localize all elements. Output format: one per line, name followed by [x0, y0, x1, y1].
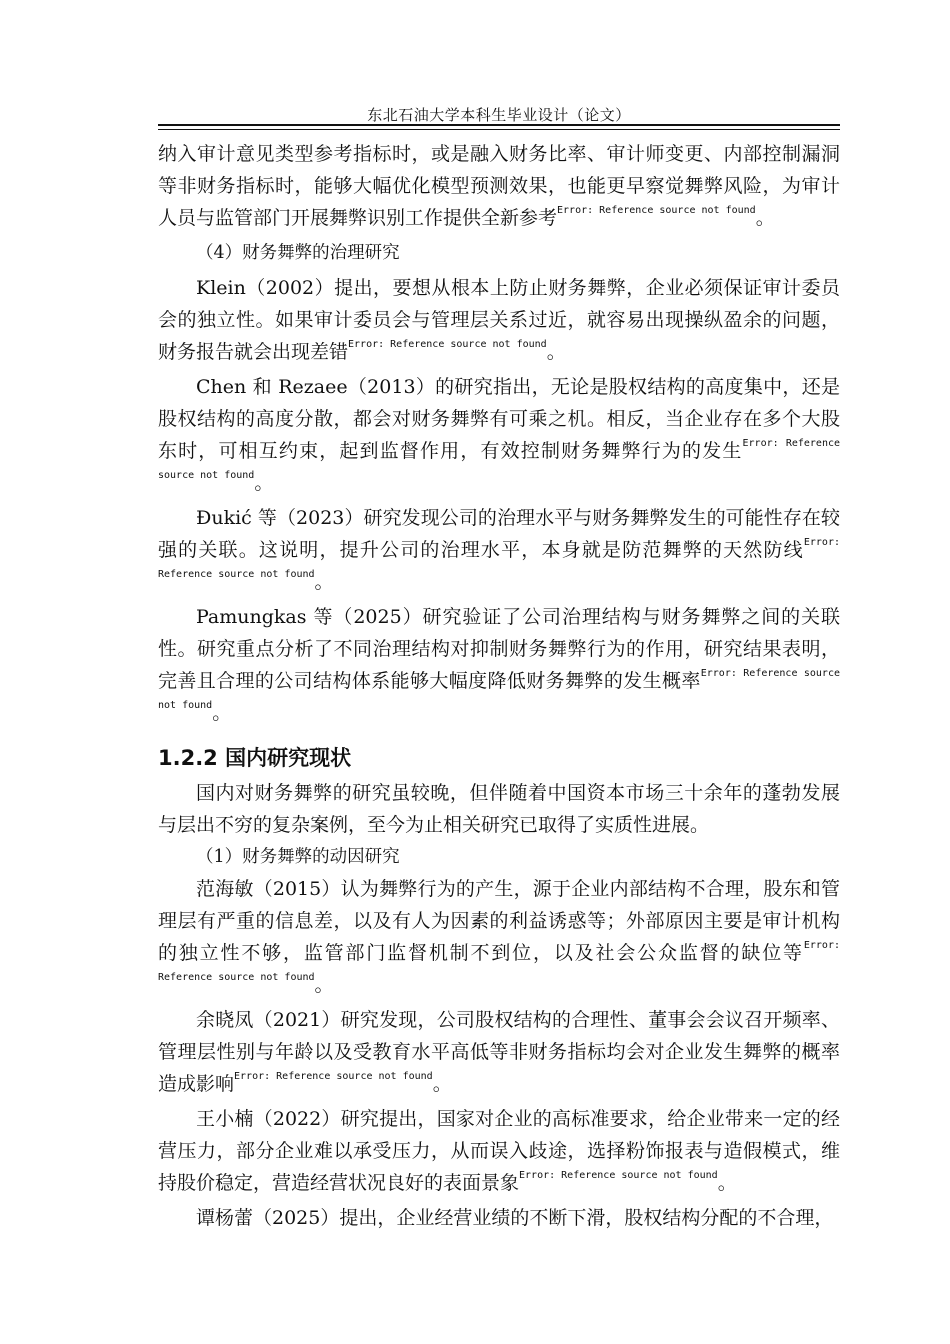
section-heading: 1.2.2 国内研究现状 [158, 746, 352, 770]
reference-error: Error: Reference source not found [348, 339, 547, 350]
reference-error: Error: Reference source not found [158, 668, 840, 711]
paragraph: Chen 和 Rezaee（2013）的研究指出，无论是股权结构的高度集中，还是股权结构的高度分散，都会对财务舞弊有可乘之机。相反，当企业存在多个大股东时，可相互约束，起到监督作用，有效控制财务舞弊行为的发生$^{Error: Reference source not found}$。 [158, 376, 840, 494]
subheading: （1）财务舞弊的动因研究 [196, 847, 400, 867]
reference-error: Error: Reference source not found [557, 205, 756, 216]
reference-error: Error: Reference source not found [158, 537, 840, 580]
page-body [158, 138, 840, 1234]
header-rule-thick [158, 124, 840, 126]
paragraph: 国内对财务舞弊的研究虽较晚，但伴随着中国资本市场三十余年的蓬勃发展与层出不穷的复杂案例，至今为止相关研究已取得了实质性进展。 [158, 782, 840, 836]
paragraph: 王小楠（2022）研究提出，国家对企业的高标准要求，给企业带来一定的经营压力，部分企业难以承受压力，从而误入歧途，选择粉饰报表与造假模式，维持股价稳定，营造经营状况良好的表面景象$^{Error: Reference source not found}$。 [158, 1108, 840, 1194]
reference-error: Error: Reference source not found [158, 438, 840, 481]
reference-error: Error: Reference source not found [519, 1170, 718, 1181]
paragraph: Pamungkas 等（2025）研究验证了公司治理结构与财务舞弊之间的关联性。研究重点分析了不同治理结构对抑制财务舞弊行为的作用，研究结果表明，完善且合理的公司结构体系能够大幅度降低财务舞弊的发生概率$^{Error: Reference source not found}$。 [158, 606, 840, 724]
reference-error: Error: Reference source not found [234, 1071, 433, 1082]
paragraph: 范海敏（2015）认为舞弊行为的产生，源于企业内部结构不合理，股东和管理层有严重的信息差，以及有人为因素的利益诱惑等；外部原因主要是审计机构的独立性不够，监管部门监督机制不到位，以及社会公众监督的缺位等$^{Error: Reference source not found}$。 [158, 878, 840, 996]
subheading: （4）财务舞弊的治理研究 [196, 243, 400, 263]
paragraph: 纳入审计意见类型参考指标时，或是融入财务比率、审计师变更、内部控制漏洞等非财务指标时，能够大幅优化模型预测效果，也能更早察觉舞弊风险，为审计人员与监管部门开展舞弊识别工作提供全新参考$^{Error: Reference source not found}$。 [158, 143, 840, 229]
header-rule-thin [158, 129, 840, 130]
paragraph: 谭杨蕾（2025）提出，企业经营业绩的不断下滑，股权结构分配的不合理， [196, 1207, 834, 1229]
paragraph: Đukić 等（2023）研究发现公司的治理水平与财务舞弊发生的可能性存在较强的关联。这说明，提升公司的治理水平，本身就是防范舞弊的天然防线$^{Error: Reference source not found}$。 [158, 507, 840, 593]
reference-error: Error: Reference source not found [158, 940, 840, 983]
paragraph: Klein（2002）提出，要想从根本上防止财务舞弊，企业必须保证审计委员会的独立性。如果审计委员会与管理层关系过近，就容易出现操纵盈余的问题，财务报告就会出现差错$^{Error: Reference source not found}$。 [158, 277, 840, 363]
paragraph: 余晓凤（2021）研究发现，公司股权结构的合理性、董事会会议召开频率、管理层性别与年龄以及受教育水平高低等非财务指标均会对企业发生舞弊的概率造成影响$^{Error: Reference source not found}$。 [158, 1009, 840, 1095]
page-header: 东北石油大学本科生毕业设计（论文） [367, 106, 631, 124]
